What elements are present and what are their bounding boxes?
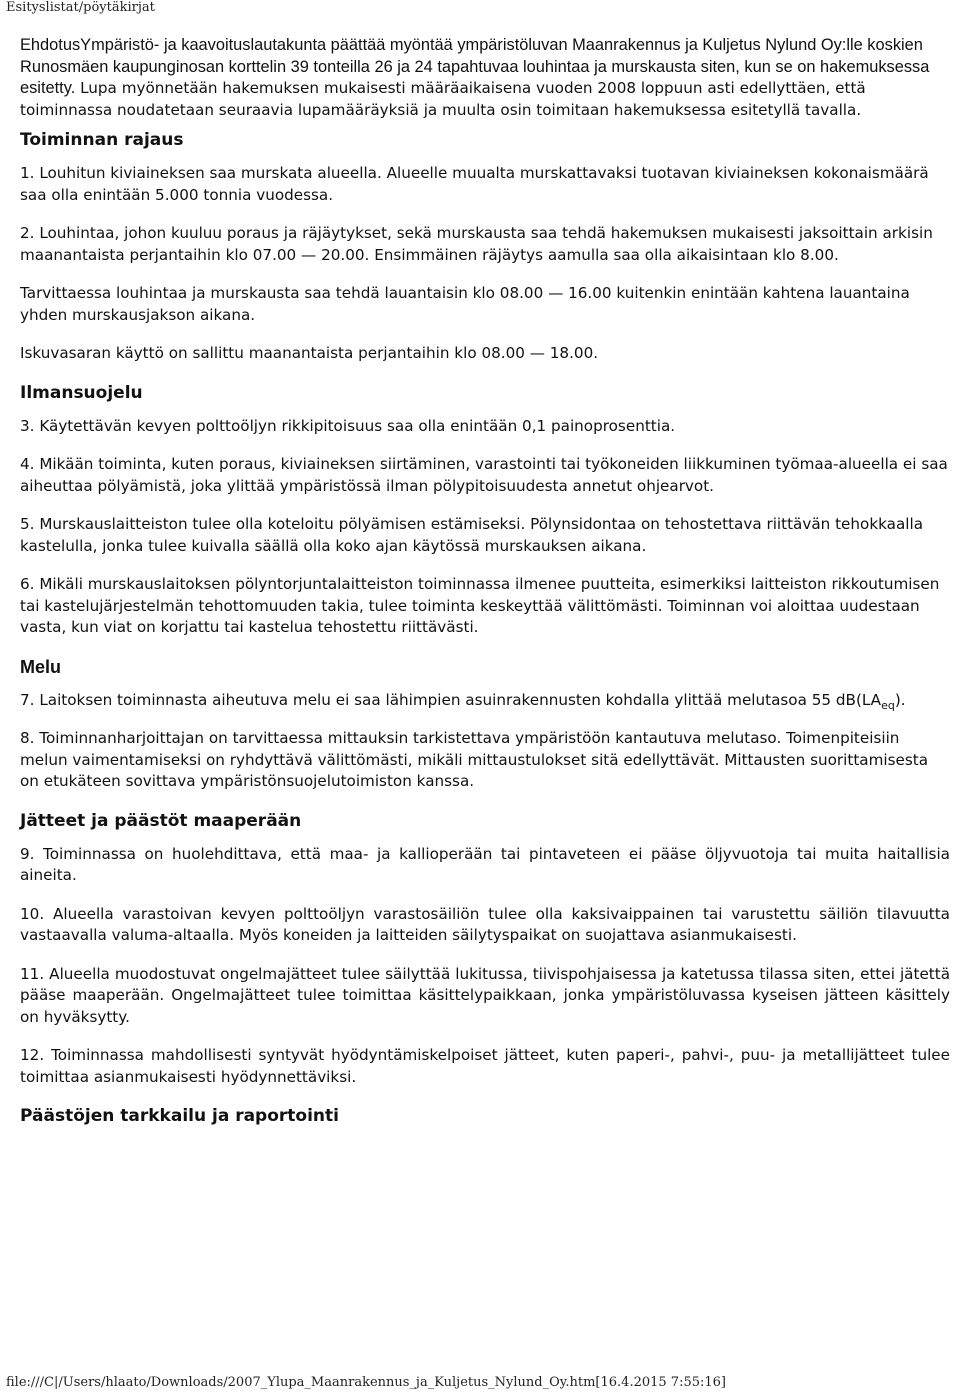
intro-proposal: EhdotusYmpäristö- ja kaavoituslautakunta päättää myöntää ympäristöluvan Maanrakennus ja Kuljetus Nylund Oy:lle koskien Runosmäen kaupunginosan korttelin 39 tonteilla 26 ja 24 tapahtuvaa louhintaa ja murskausta siten, kun se on hakemuksessa esitetty.: [20, 36, 930, 97]
item-7-end: ).: [894, 690, 906, 709]
item-5: 5. Murskauslaitteiston tulee olla koteloitu pölyämisen estämiseksi. Pölynsidontaa on tehostettava riittävän tehokkaalla kastelulla, jonka tulee kuivalla säällä olla koko ajan käytössä murskauksen aikana.: [20, 515, 924, 555]
intro-paragraph: [20, 35, 950, 121]
item-2-saturday: Tarvittaessa louhintaa ja murskausta saa tehdä lauantaisin klo 08.00 — 16.00 kuitenkin enintään kahtena lauantaina yhden murskausjakson aikana.: [20, 284, 910, 324]
page-header: Esityslistat/pöytäkirjat: [6, 0, 155, 15]
item-3: 3. Käytettävän kevyen polttoöljyn rikkipitoisuus saa olla enintään 0,1 painoprosenttia.: [20, 416, 676, 435]
item-12: 12. Toiminnassa mahdollisesti syntyvät hyödyntämiskelpoiset jätteet, kuten paperi-, pahvi-, puu- ja metallijätteet tulee toimittaa asianmukaisesti hyödynnettäviksi.: [20, 1046, 950, 1086]
item-8: 8. Toiminnanharjoittajan on tarvittaessa mittauksin tarkistettava ympäristöön kantautuva melutaso. Toimenpiteisiin melun vaimentamiseksi on ryhdyttävä välittömästi, mikäli mittaustulokset sitä edellyttävät. Mittausten suorittamisesta on etukäteen sovittava ympäristönsuojelutoimiston kanssa.: [20, 729, 929, 790]
heading-paastot: Päästöjen tarkkailu ja raportointi: [20, 1106, 339, 1126]
heading-melu: Melu: [20, 656, 62, 677]
item-2-hammer: Iskuvasaran käyttö on sallittu maanantaista perjantaihin klo 08.00 — 18.00.: [20, 344, 599, 362]
heading-jatteet: Jätteet ja päästöt maaperään: [20, 810, 302, 831]
intro-permit: Lupa myönnetään hakemuksen mukaisesti määräaikaisena vuoden 2008 loppuun asti edellyttäen, että toiminnassa noudatetaan seuraavia lupamääräyksiä ja muulta osin toimitaan hakemuksessa esitetyllä tavalla.: [20, 79, 866, 119]
item-11: 11. Alueella muodostuvat ongelmajätteet tulee säilyttää lukitussa, tiivispohjaisessa ja katetussa tilassa siten, ettei jätettä pääse maaperään. Ongelmajätteet tulee toimittaa käsittelypaikkaan, jonka ympäristöluvassa kyseisen jätteen käsittely on hyväksytty.: [20, 964, 950, 1026]
item-9: 9. Toiminnassa on huolehdittava, että maa- ja kallioperään tai pintaveteen ei pääse öljyvuotoja tai muita haitallisia aineita.: [20, 844, 950, 884]
item-1: 1. Louhitun kiviaineksen saa murskata alueella. Alueelle muualta murskattavaksi tuotavan kiviaineksen kokonaismäärä saa olla enintään 5.000 tonnia vuodessa.: [20, 164, 929, 204]
item-7-text: 7. Laitoksen toiminnasta aiheutuva melu ei saa lähimpien asuinrakennusten kohdalla ylittää melutasoa 55 dB(LA: [20, 690, 882, 709]
item-4: 4. Mikään toiminta, kuten poraus, kiviaineksen siirtäminen, varastointi tai työkoneiden liikkuminen työmaa-alueella ei saa aiheuttaa pölyämistä, joka ylittää ympäristössä ilman pölypitoisuudesta annetut ohjearvot.: [20, 455, 948, 495]
heading-ilmansuojelu: Ilmansuojelu: [20, 382, 143, 403]
item-10: 10. Alueella varastoivan kevyen polttoöljyn varastosäiliön tulee olla kaksivaippainen tai varustettu säiliön tilavuutta vastaavalla valuma-altaalla. Myös koneiden ja laitteiden säilytyspaikat on suojattava asianmukaisesti.: [20, 904, 950, 944]
heading-toiminnan-rajaus: Toiminnan rajaus: [20, 130, 184, 150]
item-7-subscript: eq: [881, 698, 895, 712]
item-6: 6. Mikäli murskauslaitoksen pölyntorjuntalaitteiston toiminnassa ilmenee puutteita, esimerkiksi laitteiston rikkoutumisen tai kastelujärjestelmän tehottomuuden takia, tulee toiminta keskeyttää välittömästi. Toiminnan voi aloittaa uudestaan vasta, kun viat on korjattu tai kastelua tehostettu riittävästi.: [20, 575, 940, 636]
item-7: [20, 690, 950, 712]
page-footer-url: file:///C|/Users/hlaato/Downloads/2007_Ylupa_Maanrakennus_ja_Kuljetus_Nylund_Oy.htm[16.4.2015 7:55:16]: [6, 1375, 726, 1390]
item-2: 2. Louhintaa, johon kuuluu poraus ja räjäytykset, sekä murskausta saa tehdä hakemuksen mukaisesti jaksoittain arkisin maanantaista perjantaihin klo 07.00 — 20.00. Ensimmäinen räjäytys aamulla saa olla aikaisintaan klo 8.00.: [20, 224, 933, 264]
document-body: [20, 35, 950, 1139]
